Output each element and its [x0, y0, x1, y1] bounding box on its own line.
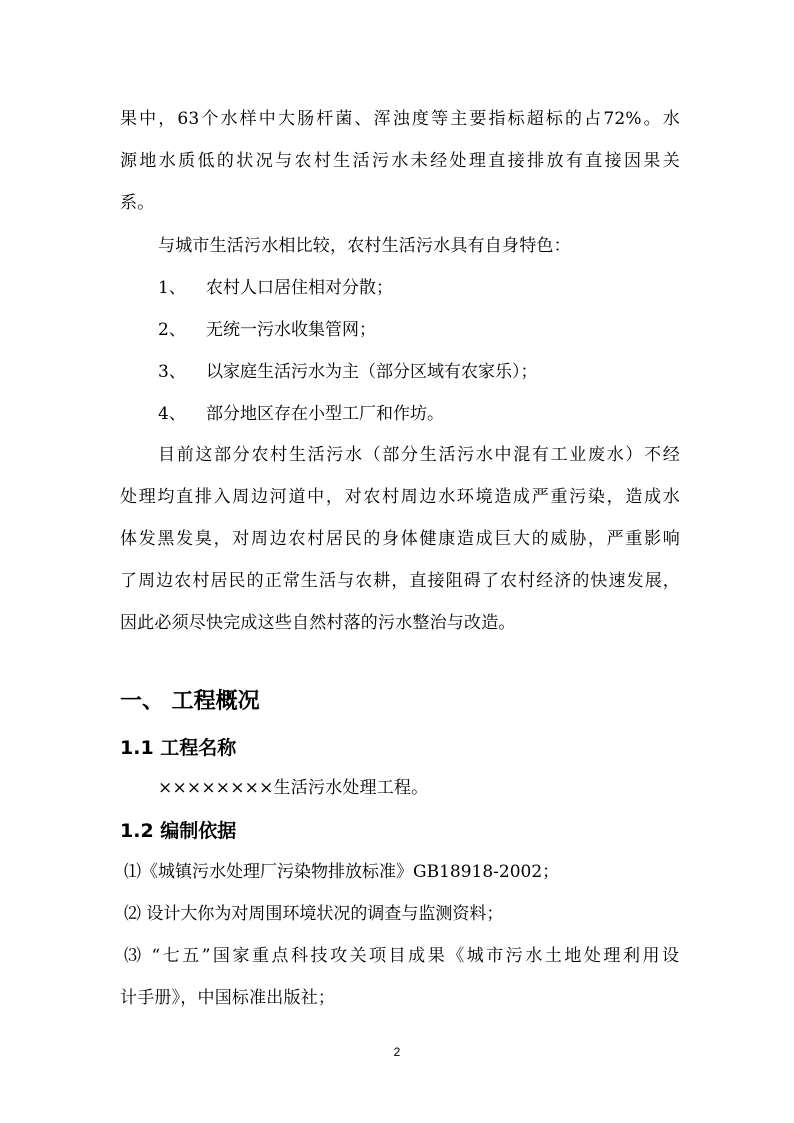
feature-number: 1、 — [158, 278, 186, 298]
feature-number: 3、 — [158, 362, 186, 382]
reference-item-3-line2: 计手册》，中国标准出版社； — [120, 988, 336, 1008]
paragraph3-line4: 了周边农村居民的正常生活与农耕，直接阻碍了农村经济的快速发展， — [120, 571, 680, 591]
reference-item-2: ⑵ 设计大你为对周围环境状况的调查与监测资料； — [124, 904, 504, 924]
feature-text: 农村人口居住相对分散； — [206, 278, 393, 298]
paragraph2: 与城市生活污水相比较，农村生活污水具有自身特色： — [158, 236, 571, 256]
paragraph3-line1: 目前这部分农村生活污水（部分生活污水中混有工业废水）不经 — [158, 445, 680, 465]
paragraph1-line1: 果中，63个水样中大肠杆菌、浑浊度等主要指标超标的占72%。水 — [120, 109, 680, 129]
feature-item-2 — [158, 315, 376, 340]
feature-number: 2、 — [158, 320, 186, 340]
page-number: 2 — [393, 1045, 401, 1059]
paragraph3-line5: 因此必须尽快完成这些自然村落的污水整治与改造。 — [120, 613, 516, 633]
project-name-text: ××××××××生活污水处理工程。 — [158, 778, 429, 798]
paragraph3-line2: 处理均直排入周边河道中，对农村周边水环境造成严重污染，造成水 — [120, 487, 680, 507]
feature-item-1 — [158, 273, 393, 298]
reference-item-1: ⑴《城镇污水处理厂污染物排放标准》GB18918-2002； — [124, 862, 560, 882]
feature-text: 部分地区存在小型工厂和作坊。 — [206, 404, 444, 424]
feature-text: 无统一污水收集管网； — [206, 320, 376, 340]
paragraph1-line3: 系。 — [120, 193, 155, 213]
section-heading-project-name: 1.1 工程名称 — [120, 737, 237, 759]
feature-number: 4、 — [158, 404, 186, 424]
paragraph1-line2: 源地水质低的状况与农村生活污水未经处理直接排放有直接因果关 — [120, 151, 680, 171]
feature-item-4 — [158, 399, 444, 424]
section-heading-overview: 一、 工程概况 — [120, 689, 260, 714]
feature-text: 以家庭生活污水为主（部分区域有农家乐）； — [206, 362, 538, 382]
reference-item-3-line1: ⑶ “七五”国家重点科技攻关项目成果《城市污水土地处理利用设 — [124, 946, 679, 966]
section-heading-basis: 1.2 编制依据 — [120, 820, 237, 842]
feature-item-3 — [158, 357, 538, 382]
paragraph3-line3: 体发黑发臭，对周边农村居民的身体健康造成巨大的威胁，严重影响 — [120, 529, 680, 549]
